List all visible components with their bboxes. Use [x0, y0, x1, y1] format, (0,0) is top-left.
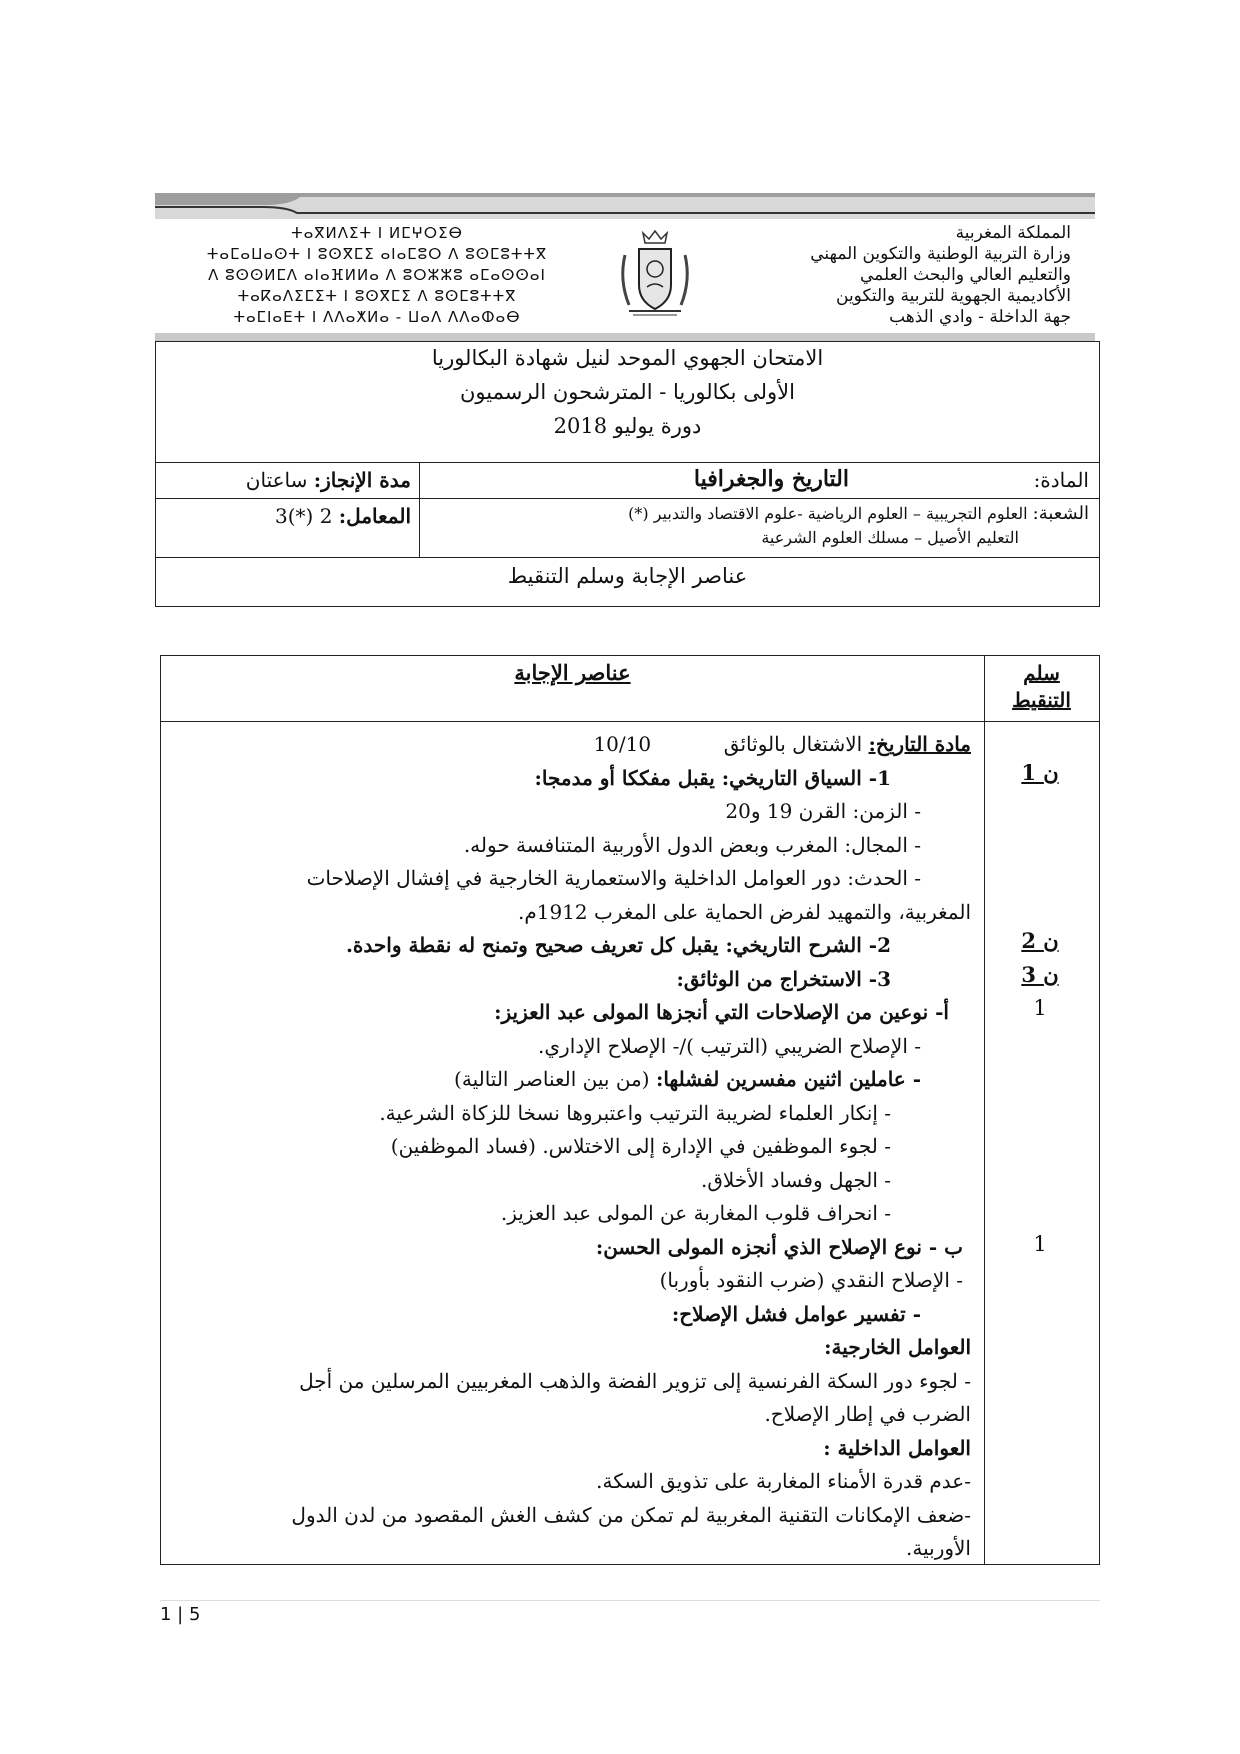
info-divider [156, 462, 1099, 463]
coef-label: المعامل: [338, 504, 411, 528]
info-divider [156, 557, 1099, 558]
internal-factors-title: العوامل الداخلية : [823, 1435, 971, 1460]
q3a-factors-title: - عاملين اثنين مفسرين لفشلها: [655, 1067, 921, 1091]
exam-info-box [155, 341, 1100, 607]
external-factor: - لجوء دور السكة الفرنسية إلى تزوير الفضة والذهب المغربيين المرسلين من أجل [299, 1368, 971, 1393]
q3a-factor: - إنكار العلماء لضريبة الترتيب واعتبروها نسخا للزكاة الشرعية. [379, 1100, 891, 1125]
document-title: عناصر الإجابة وسلم التنقيط [507, 564, 748, 588]
branch-value: العلوم التجريبية – العلوم الرياضية -علوم الاقتصاد والتدبير (*) [628, 504, 1028, 523]
duration-label: مدة الإنجاز: [313, 468, 411, 492]
tifinagh-line: ⵜⴰⴽⴰⴷⵉⵎⵉⵜ ⵏ ⵓⵙⴳⵎⵉ ⴷ ⵓⵙⵎⵓⵜⵜⴳ [237, 287, 517, 305]
exam-level: الأولى بكالوريا - المترشحون الرسميون [459, 380, 795, 404]
answers-content [181, 728, 971, 1566]
scale-header-line: سلم [1023, 661, 1060, 685]
exam-title: الامتحان الجهوي الموحد لنيل شهادة البكالوريا [431, 346, 824, 370]
score-q1: 1 ن [1021, 760, 1059, 785]
q1-space: - المجال: المغرب وبعض الدول الأوربية المتنافسة حوله. [463, 832, 921, 857]
branch-label: الشعبة: [1032, 503, 1089, 524]
q3a-title: أ- نوعين من الإصلاحات التي أنجزها المولى عبد العزيز: [494, 1000, 949, 1024]
arabic-line: المملكة المغربية [955, 223, 1071, 243]
score-q2: 2 ن [1021, 928, 1059, 953]
arabic-line: وزارة التربية الوطنية والتكوين المهني [810, 244, 1071, 264]
answers-column-header: عناصر الإجابة [514, 660, 631, 685]
subject-value: التاريخ والجغرافيا [693, 466, 849, 492]
section-label: مادة التاريخ: [868, 732, 971, 756]
q1-event: - الحدث: دور العوامل الداخلية والاستعمارية الخارجية في إفشال الإصلاحات [306, 866, 921, 890]
ministry-header [155, 193, 1095, 341]
info-divider-short [156, 498, 419, 499]
q3a-factor: - الجهل وفساد الأخلاق. [701, 1167, 891, 1192]
score-q3a: 1 [1033, 996, 1047, 1020]
internal-factor: -عدم قدرة الأمناء المغاربة على تذويق السكة. [596, 1469, 971, 1493]
branch-value-2: التعليم الأصيل – مسلك العلوم الشرعية [761, 528, 1019, 547]
arabic-ministry-lines [711, 223, 1071, 328]
q1-event-cont: المغربية، والتمهيد لفرض الحماية على المغرب 1912م. [517, 899, 971, 924]
internal-factor-cont: الأوربية. [906, 1536, 971, 1560]
scale-header-line: التنقيط [1012, 688, 1071, 712]
q3b-title: ب - نوع الإصلاح الذي أنجزه المولى الحسن: [595, 1234, 963, 1259]
info-divider-long [419, 498, 1099, 499]
duration [166, 468, 411, 492]
external-factors-title: العوامل الخارجية: [824, 1335, 971, 1359]
q3b-explain: - تفسير عوامل فشل الإصلاح: [671, 1301, 921, 1326]
page-number: 1 | 5 [160, 1604, 201, 1625]
table-header-divider [161, 721, 1099, 722]
coef-value: 2 (*)3 [275, 504, 333, 528]
tifinagh-ministry-lines [157, 223, 597, 328]
arabic-line: الأكاديمية الجهوية للتربية والتكوين [836, 286, 1071, 306]
subject-label: المادة: [1033, 468, 1089, 492]
exam-session: دورة يوليو 2018 [553, 414, 702, 438]
section-score: 10/10 [593, 732, 652, 756]
header-curve-decoration [155, 193, 1095, 223]
q3a-factor: - انحراف قلوب المغاربة عن المولى عبد العزيز. [500, 1201, 891, 1225]
q3a-factors-note: (من بين العناصر التالية) [454, 1067, 650, 1091]
q1-time: - الزمن: القرن 19 و20 [725, 799, 921, 823]
table-column-divider [984, 656, 985, 1564]
tifinagh-line: ⵜⴰⵎⵏⴰⴹⵜ ⵏ ⴷⴷⴰⵅⵍⴰ - ⵡⴰⴷ ⴷⴷⴰⵀⴰⴱ [233, 308, 521, 326]
header-bottom-band [155, 333, 1095, 341]
q2-title: 2- الشرح التاريخي: يقبل كل تعريف صحيح وتمنح له نقطة واحدة. [345, 933, 891, 957]
q3b-answer: - الإصلاح النقدي (ضرب النقود بأوربا) [659, 1268, 963, 1292]
moroccan-coat-of-arms-icon [615, 225, 695, 321]
duration-value: ساعتان [245, 468, 308, 492]
branch [429, 502, 1089, 550]
tifinagh-line: ⵜⴰⴳⵍⴷⵉⵜ ⵏ ⵍⵎⵖⵔⵉⴱ [291, 224, 463, 242]
info-vdivider [419, 462, 420, 557]
q3a-factors-line [181, 1063, 971, 1097]
external-factor-cont: الضرب في إطار الإصلاح. [764, 1402, 971, 1426]
tifinagh-line: ⵜⴰⵎⴰⵡⴰⵙⵜ ⵏ ⵓⵙⴳⵎⵉ ⴰⵏⴰⵎⵓⵔ ⴷ ⵓⵙⵎⵓⵜⵜⴳ [206, 245, 548, 263]
arabic-line: والتعليم العالي والبحث العلمي [860, 265, 1071, 285]
internal-factor: -ضعف الإمكانات التقنية المغربية لم تمكن من كشف الغش المقصود من لدن الدول [291, 1502, 971, 1527]
arabic-line: جهة الداخلة - وادي الذهب [889, 307, 1071, 327]
scale-column-header [984, 660, 1099, 714]
score-q3b: 1 [1033, 1232, 1047, 1256]
tifinagh-line: ⴷ ⵓⵙⵙⵍⵎⴷ ⴰⵏⴰⴼⵍⵍⴰ ⴷ ⵓⵔⵣⵣⵓ ⴰⵎⴰⵙⵙⴰⵏ [208, 266, 546, 284]
q3-title: 3- الاستخراج من الوثائق: [676, 966, 891, 991]
section-value: الاشتغال بالوثائق [723, 732, 863, 756]
footer-rule [160, 1600, 1100, 1601]
coefficient [166, 504, 411, 528]
score-q3: 3 ن [1021, 962, 1059, 987]
section-line [181, 728, 971, 762]
q1-title: 1- السياق التاريخي: يقبل مفككا أو مدمجا: [534, 765, 891, 790]
q3a-answer: - الإصلاح الضريبي (الترتيب )/- الإصلاح الإداري. [538, 1033, 921, 1058]
answers-table [160, 655, 1100, 1565]
q3a-factor: - لجوء الموظفين في الإدارة إلى الاختلاس. (فساد الموظفين) [390, 1134, 891, 1158]
